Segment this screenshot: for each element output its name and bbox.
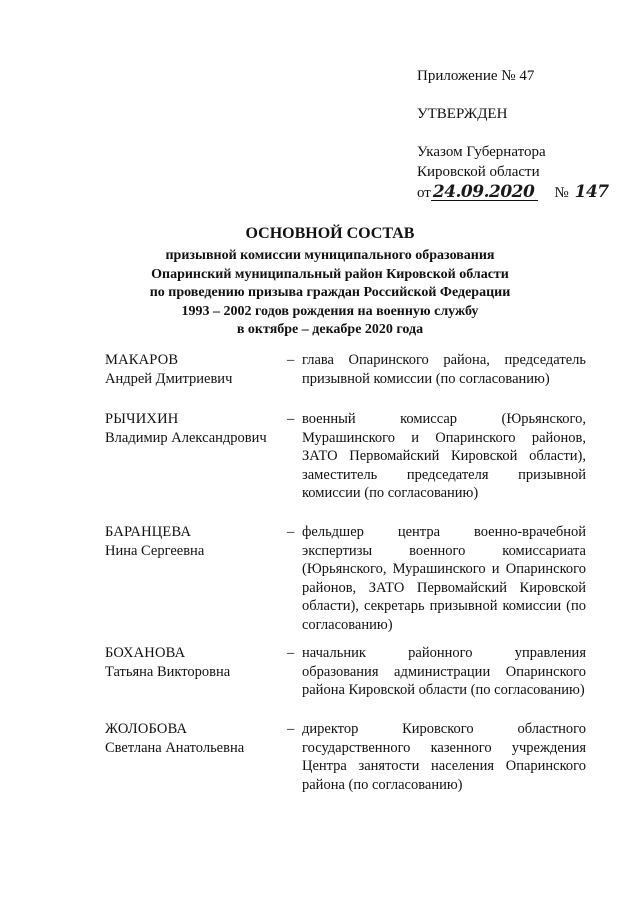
member-role: глава Опаринского района, председатель призывной комиссии (по согласованию) — [302, 352, 586, 387]
title-line: призывной комиссии муниципального образования — [165, 248, 495, 263]
approval-block — [417, 66, 617, 203]
member-surname: РЫЧИХИН — [105, 411, 179, 427]
title-line: по проведению призыва граждан Российской Федерации — [149, 285, 511, 300]
member-surname: БОХАНОВА — [105, 645, 186, 661]
member-dash: – — [287, 645, 295, 661]
member-first-names: Андрей Дмитриевич — [105, 370, 233, 387]
member-name — [105, 720, 285, 757]
title-line: Опаринский муниципальный район Кировской области — [151, 266, 509, 282]
member-dash: – — [287, 411, 295, 427]
member-surname: БАРАНЦЕВА — [105, 524, 192, 540]
handwritten-date: 24.09.2020 — [431, 184, 538, 201]
member-name — [105, 351, 285, 388]
member-dash: – — [287, 721, 295, 737]
member-first-names: Светлана Анатольевна — [105, 739, 245, 756]
title-main: ОСНОВНОЙ СОСТАВ — [245, 225, 415, 242]
member-first-names: Нина Сергеевна — [105, 542, 205, 559]
member-role: фельдшер центра военно-врачебной экспертизы военного комиссариата (Юрьянского, Мурашинского и Опаринского районов, ЗАТО Первомайский Кировской области), секретарь призывной комиссии (по согласованию) — [302, 524, 586, 633]
member-name — [105, 523, 285, 560]
title-line: 1993 – 2002 годов рождения на военную службу — [181, 303, 479, 319]
member-role: директор Кировского областного государственного казенного учреждения Центра занятости населения Опаринского района (по согласованию) — [302, 721, 586, 793]
handwritten-number: 147 — [574, 182, 609, 202]
member-name — [105, 644, 285, 681]
member-first-names: Татьяна Викторовна — [105, 663, 231, 680]
date-prefix: от — [417, 185, 431, 201]
title-line: в октябре – декабре 2020 года — [236, 322, 424, 337]
decree-line-1: Указом Губернатора — [417, 144, 546, 160]
member-role: начальник районного управления образования администрации Опаринского района Кировской области (по согласованию) — [302, 645, 586, 698]
member-surname: ЖОЛОБОВА — [105, 721, 188, 737]
member-role: военный комиссар (Юрьянского, Мурашинского и Опаринского районов, ЗАТО Первомайский Кировской области), заместитель председателя призывной комиссии (по согласованию) — [302, 411, 586, 501]
decree-line-2: Кировской области — [417, 164, 540, 180]
member-dash: – — [287, 352, 295, 368]
member-dash: – — [287, 524, 295, 540]
member-first-names: Владимир Александрович — [105, 429, 267, 446]
number-label: № — [554, 185, 569, 201]
appendix-number: Приложение № 47 — [417, 68, 535, 84]
member-name — [105, 410, 285, 447]
member-surname: МАКАРОВ — [105, 352, 179, 368]
document-title — [90, 223, 570, 340]
decree-date-line — [417, 182, 617, 203]
approved-label: УТВЕРЖДЕН — [417, 106, 508, 122]
